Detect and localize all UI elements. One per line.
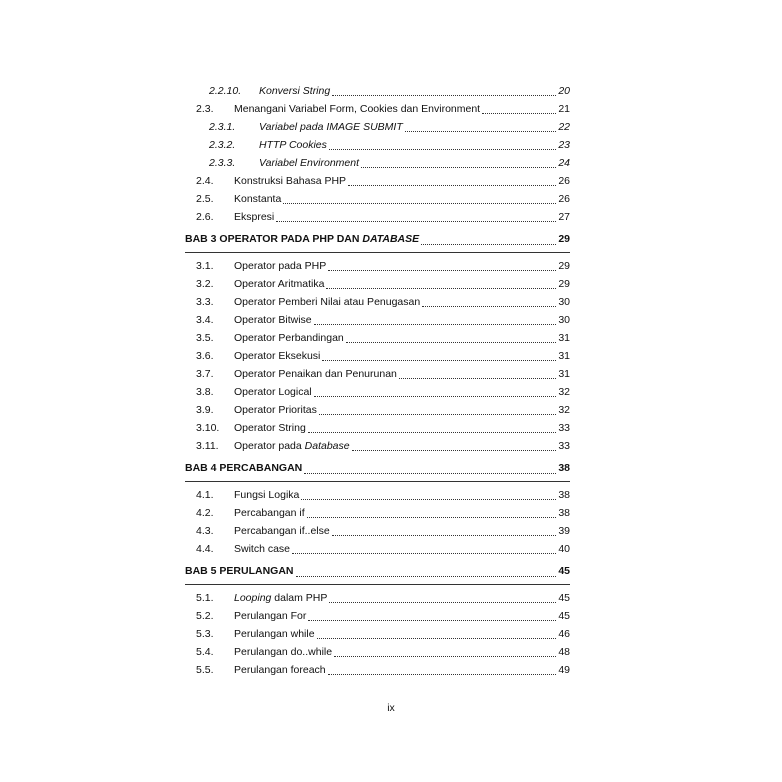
toc-entry[interactable] — [185, 365, 570, 383]
dot-leader — [422, 306, 556, 307]
toc-entry[interactable] — [185, 100, 570, 118]
toc-entry-title — [259, 118, 403, 136]
toc-entry-title-text: Operator Perbandingan — [234, 332, 344, 344]
toc-entry-number: 2.6. — [196, 211, 214, 223]
toc-entry-title — [234, 522, 330, 540]
dot-leader — [304, 473, 556, 474]
toc-entry[interactable] — [185, 661, 570, 679]
toc-entry-page: 23 — [558, 139, 570, 151]
toc-entry[interactable] — [185, 82, 570, 100]
toc-entry-number: 2.4. — [196, 175, 214, 187]
toc-entry-title — [234, 625, 315, 643]
toc-entry-number: 3.10. — [196, 422, 220, 434]
toc-entry-page: 38 — [558, 489, 570, 501]
toc-entry-title-text: Switch case — [234, 543, 291, 555]
toc-entry-title — [234, 311, 312, 329]
toc-entry[interactable] — [185, 589, 570, 607]
toc-entry[interactable] — [185, 347, 570, 365]
toc-entry-number: 2.2.10. — [209, 85, 242, 97]
toc-entry[interactable] — [185, 190, 570, 208]
dot-leader — [308, 620, 556, 621]
toc-entry-number: 3.11. — [196, 440, 219, 452]
dot-leader — [319, 414, 556, 415]
toc-entry[interactable] — [185, 383, 570, 401]
toc-entry-number: 4.2. — [196, 507, 214, 519]
toc-entry[interactable] — [185, 419, 570, 437]
dot-leader — [334, 656, 556, 657]
toc-entry-number: 2.3.3. — [209, 157, 236, 169]
toc-entry-title-text: Perulangan foreach — [234, 664, 326, 676]
toc-entry[interactable] — [185, 643, 570, 661]
dot-leader — [352, 450, 557, 451]
toc-entry-title — [234, 100, 480, 118]
dot-leader — [322, 360, 556, 361]
dot-leader — [308, 432, 557, 433]
toc-entry-title — [234, 504, 305, 522]
toc-entry-title-text: Perulangan do..while — [234, 646, 333, 658]
toc-entry[interactable] — [185, 118, 570, 136]
toc-entry-number: 5.5. — [196, 664, 214, 676]
toc-entry-page: 33 — [558, 440, 570, 452]
toc-entry-page: 45 — [558, 592, 570, 604]
toc-entry-title-text: Operator Pemberi Nilai atau Penugasan — [234, 296, 421, 308]
dot-leader — [482, 113, 556, 114]
toc-entry-title — [234, 643, 332, 661]
toc-entry-title-text: Variabel Environment — [259, 157, 359, 169]
toc-entry[interactable] — [185, 154, 570, 172]
dot-leader — [292, 553, 556, 554]
toc-entry-title-text: Ekspresi — [234, 211, 275, 223]
toc-entry-number: 5.2. — [196, 610, 214, 622]
dot-leader — [332, 95, 556, 96]
toc-chapter-entry[interactable] — [185, 230, 570, 253]
toc-entry-page: 40 — [558, 543, 570, 555]
toc-entry-title-text: Konstruksi Bahasa PHP — [234, 175, 347, 187]
toc-entry-title — [234, 661, 326, 679]
toc-entry-title-text: Percabangan if — [234, 507, 305, 519]
toc-entry-title-text: Operator pada PHP — [234, 260, 327, 272]
toc-entry[interactable] — [185, 136, 570, 154]
dot-leader — [283, 203, 556, 204]
dot-leader — [332, 535, 557, 536]
toc-entry-number: 3.5. — [196, 332, 214, 344]
toc-entry-title — [234, 607, 306, 625]
toc-entry-title — [234, 172, 346, 190]
toc-entry-title-text: BAB 4 PERCABANGAN — [185, 462, 303, 474]
toc-entry[interactable] — [185, 504, 570, 522]
toc-entry-title — [185, 459, 302, 477]
dot-leader — [317, 638, 557, 639]
toc-entry-title-text: Operator Aritmatika — [234, 278, 325, 290]
toc-entry-title — [234, 419, 306, 437]
toc-entry-title-text: Perulangan while — [234, 628, 315, 640]
toc-entry[interactable] — [185, 172, 570, 190]
toc-entry-number: 3.3. — [196, 296, 214, 308]
dot-leader — [405, 131, 557, 132]
toc-entry-title-text: Operator Prioritas — [234, 404, 317, 416]
toc-entry-title — [234, 401, 317, 419]
toc-entry-page: 26 — [558, 193, 570, 205]
dot-leader — [329, 149, 556, 150]
toc-entry[interactable] — [185, 275, 570, 293]
toc-entry-title-text: Perulangan For — [234, 610, 307, 622]
toc-entry-page: 26 — [558, 175, 570, 187]
toc-entry[interactable] — [185, 401, 570, 419]
toc-entry-title-italic: Looping — [234, 592, 272, 604]
toc-entry-page: 29 — [558, 260, 570, 272]
toc-entry-page: 48 — [558, 646, 570, 658]
dot-leader — [301, 499, 556, 500]
toc-entry-page: 31 — [558, 332, 570, 344]
toc-entry-page: 45 — [558, 565, 570, 577]
dot-leader — [326, 288, 556, 289]
toc-entry-page: 39 — [558, 525, 570, 537]
toc-entry[interactable] — [185, 607, 570, 625]
toc-entry-number: 3.7. — [196, 368, 214, 380]
toc-entry-number: 3.8. — [196, 386, 214, 398]
toc-entry-title — [234, 329, 344, 347]
toc-entry-page: 24 — [558, 157, 570, 169]
toc-chapter-entry[interactable] — [185, 459, 570, 482]
toc-entry-number: 5.1. — [196, 592, 214, 604]
toc-entry-title-text: Konstanta — [234, 193, 282, 205]
toc-entry-title-text: Fungsi Logika — [234, 489, 300, 501]
toc-entry-number: 2.3. — [196, 103, 214, 115]
toc-entry-page: 29 — [558, 233, 570, 245]
toc-entry-title — [185, 230, 419, 248]
toc-entry[interactable] — [185, 486, 570, 504]
dot-leader — [361, 167, 556, 168]
table-of-contents — [185, 82, 570, 679]
toc-entry-number: 3.2. — [196, 278, 214, 290]
dot-leader — [399, 378, 556, 379]
toc-entry-number: 5.4. — [196, 646, 214, 658]
toc-entry-page: 32 — [558, 404, 570, 416]
dot-leader — [307, 517, 557, 518]
dot-leader — [348, 185, 556, 186]
toc-entry-number: 2.3.1. — [209, 121, 236, 133]
toc-entry-title — [234, 347, 320, 365]
toc-entry-title — [259, 82, 330, 100]
toc-entry-number: 3.1. — [196, 260, 214, 272]
toc-entry-number: 4.3. — [196, 525, 214, 537]
toc-entry-title — [234, 486, 299, 504]
toc-entry-title-text: Operator Penaikan dan Penurunan — [234, 368, 397, 380]
toc-entry-title-text: Operator pada — [234, 440, 305, 452]
toc-entry-number: 3.9. — [196, 404, 214, 416]
toc-entry-page: 45 — [558, 610, 570, 622]
toc-entry-title-italic: Database — [304, 440, 350, 452]
toc-entry[interactable] — [185, 540, 570, 558]
toc-entry-title-italic: DATABASE — [362, 233, 420, 245]
dot-leader — [314, 396, 557, 397]
toc-entry-title-text: Percabangan if..else — [234, 525, 330, 537]
toc-entry-number: 3.4. — [196, 314, 214, 326]
toc-entry-page: 29 — [558, 278, 570, 290]
dot-leader — [329, 602, 556, 603]
toc-entry-page: 49 — [558, 664, 570, 676]
toc-entry-page: 31 — [558, 368, 570, 380]
toc-entry-title-text: Variabel pada IMAGE SUBMIT — [259, 121, 403, 133]
toc-entry-title — [234, 437, 350, 455]
toc-entry-title — [234, 293, 420, 311]
toc-entry-number: 2.3.2. — [209, 139, 236, 151]
toc-entry-title-text: BAB 5 PERULANGAN — [185, 565, 294, 577]
toc-entry-title-text: Operator Eksekusi — [234, 350, 321, 362]
toc-entry-title — [234, 383, 312, 401]
toc-entry-title-text: BAB 3 OPERATOR PADA PHP DAN — [185, 233, 363, 245]
toc-entry-page: 38 — [558, 507, 570, 519]
dot-leader — [296, 576, 557, 577]
toc-entry-title-text: Operator Bitwise — [234, 314, 312, 326]
toc-entry-title — [259, 136, 327, 154]
toc-entry-page: 31 — [558, 350, 570, 362]
toc-entry-title — [234, 257, 326, 275]
toc-entry-page: 21 — [558, 103, 570, 115]
toc-entry-number: 4.1. — [196, 489, 214, 501]
dot-leader — [328, 270, 556, 271]
toc-entry[interactable] — [185, 311, 570, 329]
toc-entry-title — [234, 540, 290, 558]
toc-entry-title — [185, 562, 294, 580]
toc-entry-page: 46 — [558, 628, 570, 640]
toc-entry-number: 5.3. — [196, 628, 214, 640]
dot-leader — [314, 324, 557, 325]
toc-entry-page: 33 — [558, 422, 570, 434]
toc-entry-number: 2.5. — [196, 193, 214, 205]
toc-entry-title-text: HTTP Cookies — [259, 139, 327, 151]
toc-entry-page: 30 — [558, 296, 570, 308]
toc-entry-title-text: Operator String — [234, 422, 306, 434]
toc-entry-page: 22 — [558, 121, 570, 133]
toc-entry[interactable] — [185, 625, 570, 643]
dot-leader — [328, 674, 557, 675]
toc-entry-title — [234, 365, 397, 383]
toc-entry-title — [259, 154, 359, 172]
toc-entry-page: 32 — [558, 386, 570, 398]
toc-entry-title-text: dalam PHP — [271, 592, 328, 604]
toc-entry-title-text: Menangani Variabel Form, Cookies dan Environment — [234, 103, 481, 115]
toc-entry[interactable] — [185, 257, 570, 275]
toc-entry-title-text: Operator Logical — [234, 386, 312, 398]
toc-entry[interactable] — [185, 329, 570, 347]
toc-entry[interactable] — [185, 522, 570, 540]
toc-entry[interactable] — [185, 208, 570, 226]
toc-entry-title — [234, 208, 274, 226]
dot-leader — [346, 342, 557, 343]
toc-entry[interactable] — [185, 437, 570, 455]
toc-entry-page: 27 — [558, 211, 570, 223]
toc-entry-number: 3.6. — [196, 350, 214, 362]
dot-leader — [421, 244, 556, 245]
toc-entry-title — [234, 275, 324, 293]
toc-entry-title-text: Konversi String — [259, 85, 331, 97]
page-number: ix — [387, 702, 395, 714]
toc-entry-title — [234, 190, 281, 208]
toc-entry-page: 20 — [558, 85, 570, 97]
toc-entry-page: 30 — [558, 314, 570, 326]
toc-entry-page: 38 — [558, 462, 570, 474]
toc-chapter-entry[interactable] — [185, 562, 570, 585]
toc-entry[interactable] — [185, 293, 570, 311]
toc-entry-title — [234, 589, 327, 607]
dot-leader — [276, 221, 556, 222]
toc-entry-number: 4.4. — [196, 543, 214, 555]
